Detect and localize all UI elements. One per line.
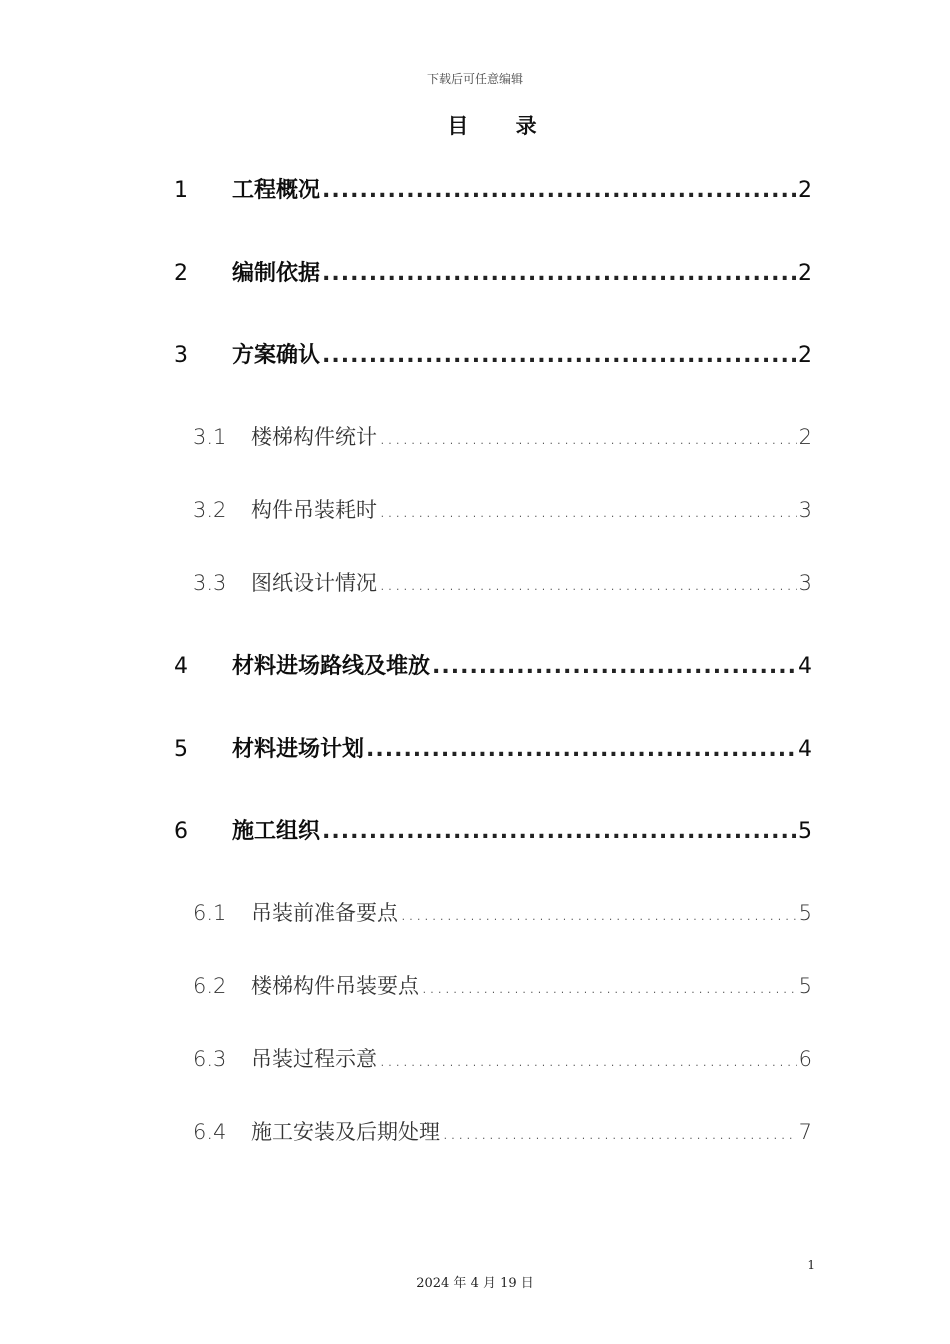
toc-entry-number: 2 <box>174 261 188 286</box>
toc-title: 目 录 <box>447 113 557 138</box>
toc-entry-page: 2 <box>798 343 812 368</box>
toc-entry-page: 5 <box>798 819 812 844</box>
toc-entry-title: 编制依据 <box>232 261 321 286</box>
toc-entry-title: 构件吊装耗时 <box>251 498 377 522</box>
toc-entry-page: 6 <box>798 1047 812 1071</box>
toc-entry-page: 7 <box>798 1120 812 1144</box>
toc-entry-page: 2 <box>798 261 812 286</box>
toc-entry[interactable] <box>193 494 812 526</box>
toc-entry-page: 5 <box>798 901 812 925</box>
toc-entry-title: 工程概况 <box>232 178 321 203</box>
toc-dot-leader <box>366 737 796 762</box>
page-header: 下载后可任意编辑 <box>426 72 523 86</box>
toc-entry-title: 方案确认 <box>232 343 321 368</box>
toc-entry-number: 3.1 <box>193 425 227 449</box>
toc-entry-title: 吊装过程示意 <box>251 1047 377 1071</box>
toc-entry-number: 6.4 <box>193 1120 227 1144</box>
toc-entry[interactable] <box>174 732 812 764</box>
toc-entry-number: 6.3 <box>193 1047 227 1071</box>
toc-entry-number: 3.2 <box>193 498 227 522</box>
toc-entry-page: 2 <box>798 178 812 203</box>
toc-entry-title: 施工安装及后期处理 <box>251 1120 440 1144</box>
toc-entry-title: 材料进场计划 <box>232 737 365 762</box>
toc-dot-leader <box>379 1047 797 1071</box>
toc-entry-number: 6.1 <box>193 901 227 925</box>
toc-dot-leader <box>322 819 796 844</box>
toc-entry[interactable] <box>174 256 812 288</box>
toc-entry-page: 2 <box>798 425 812 449</box>
toc-dot-leader <box>442 1120 797 1144</box>
toc-entry-page: 3 <box>798 498 812 522</box>
toc-dot-leader <box>421 974 797 998</box>
toc-dot-leader <box>400 901 797 925</box>
toc-entry[interactable] <box>174 814 812 846</box>
toc-entry-title: 吊装前准备要点 <box>251 901 398 925</box>
toc-entry[interactable] <box>193 1116 812 1148</box>
toc-entry-number: 4 <box>174 654 188 679</box>
toc-entry-page: 4 <box>798 654 812 679</box>
toc-dot-leader <box>322 343 796 368</box>
toc-entry[interactable] <box>193 897 812 929</box>
toc-entry-number: 6 <box>174 819 188 844</box>
toc-entry-title: 材料进场路线及堆放 <box>232 654 431 679</box>
toc-dot-leader <box>432 654 796 679</box>
toc-entry-title: 楼梯构件统计 <box>251 425 377 449</box>
toc-entry-page: 5 <box>798 974 812 998</box>
toc-entry-page: 3 <box>798 571 812 595</box>
toc-entry-number: 6.2 <box>193 974 227 998</box>
toc-dot-leader <box>322 178 796 203</box>
toc-entry-page: 4 <box>798 737 812 762</box>
toc-entry[interactable] <box>193 970 812 1002</box>
toc-dot-leader <box>379 571 797 595</box>
toc-entry[interactable] <box>174 173 812 205</box>
toc-entry-number: 5 <box>174 737 188 762</box>
page-number: 1 <box>807 1258 815 1272</box>
toc-entry-number: 1 <box>174 178 188 203</box>
toc-entry-title: 楼梯构件吊装要点 <box>251 974 419 998</box>
toc-entry[interactable] <box>174 338 812 370</box>
toc-entry[interactable] <box>193 567 812 599</box>
toc-entry[interactable] <box>193 421 812 453</box>
toc-entry-number: 3.3 <box>193 571 227 595</box>
toc-entry-number: 3 <box>174 343 188 368</box>
toc-entry[interactable] <box>174 649 812 681</box>
toc-entry-title: 图纸设计情况 <box>251 571 377 595</box>
page-footer-date: 2024 年 4 月 19 日 <box>416 1276 534 1291</box>
toc-entry[interactable] <box>193 1043 812 1075</box>
toc-entry-title: 施工组织 <box>232 819 321 844</box>
toc-dot-leader <box>379 425 797 449</box>
toc-dot-leader <box>379 498 797 522</box>
toc-dot-leader <box>322 261 796 286</box>
